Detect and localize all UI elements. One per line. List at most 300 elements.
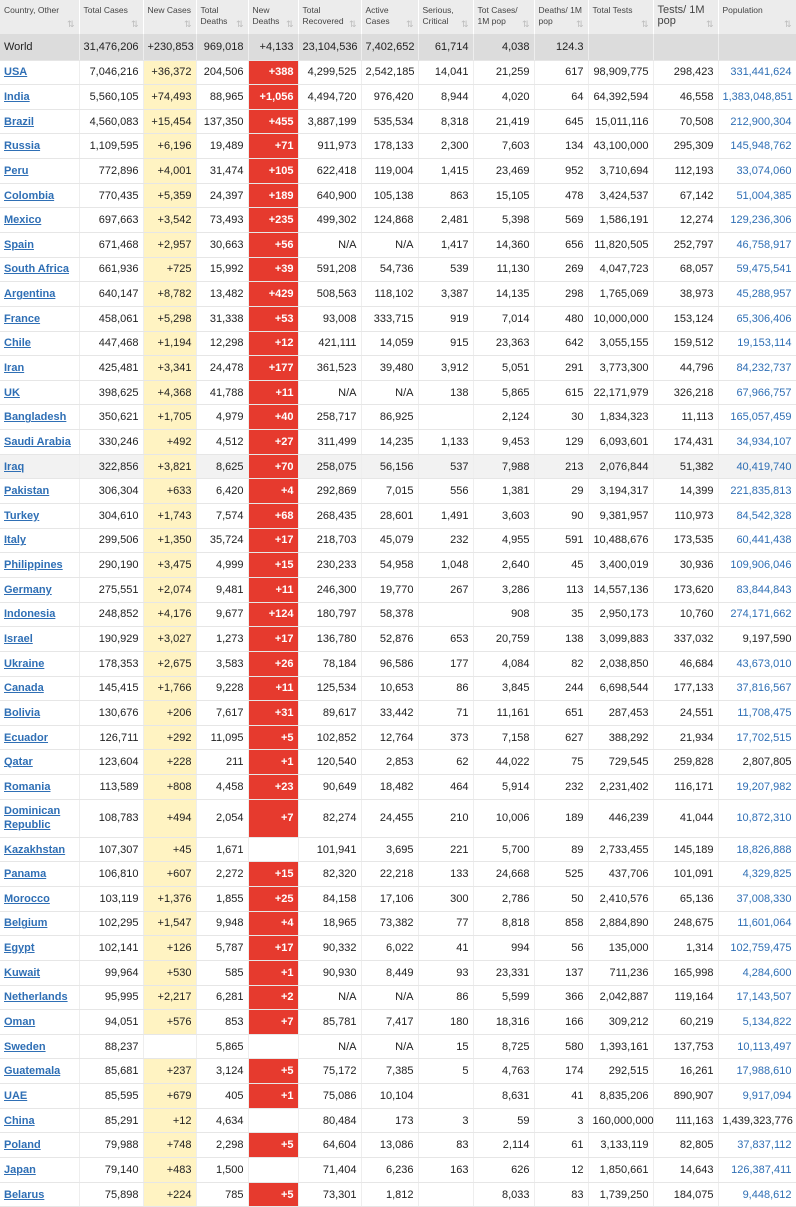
population[interactable]: 11,708,475 xyxy=(718,701,796,726)
total-cases: 4,560,083 xyxy=(79,109,143,134)
country-link[interactable]: Oman xyxy=(0,1010,79,1035)
total-deaths: 853 xyxy=(196,1010,248,1035)
country-link[interactable]: Indonesia xyxy=(0,602,79,627)
new-cases: +8,782 xyxy=(143,282,196,307)
table-row xyxy=(0,837,796,862)
active-cases: 6,022 xyxy=(361,936,418,961)
country-link[interactable]: Kuwait xyxy=(0,960,79,985)
country-link[interactable]: Argentina xyxy=(0,282,79,307)
country-link[interactable]: Colombia xyxy=(0,183,79,208)
deaths-1m: 232 xyxy=(534,775,588,800)
serious-critical: 267 xyxy=(418,577,473,602)
new-deaths: +23 xyxy=(248,775,298,800)
new-deaths: +5 xyxy=(248,1182,298,1207)
serious-critical: 1,415 xyxy=(418,159,473,184)
deaths-1m: 591 xyxy=(534,528,588,553)
country-link[interactable]: South Africa xyxy=(0,257,79,282)
serious-critical: 86 xyxy=(418,676,473,701)
deaths-1m: 525 xyxy=(534,862,588,887)
new-deaths: +189 xyxy=(248,183,298,208)
total-cases: 79,140 xyxy=(79,1158,143,1183)
sort-arrows-icon[interactable]: ⇅ xyxy=(575,19,584,29)
new-cases: +607 xyxy=(143,862,196,887)
total-recovered: 268,435 xyxy=(298,504,361,529)
country-link[interactable]: UAE xyxy=(0,1084,79,1109)
total-recovered: 82,320 xyxy=(298,862,361,887)
table-row xyxy=(0,504,796,529)
tot-cases-1m: 20,759 xyxy=(473,627,534,652)
country-link[interactable]: Israel xyxy=(0,627,79,652)
total-recovered: 292,869 xyxy=(298,479,361,504)
population[interactable]: 126,387,411 xyxy=(718,1158,796,1183)
serious-critical xyxy=(418,1182,473,1207)
country-link[interactable]: Saudi Arabia xyxy=(0,430,79,455)
tests-1m: 1,314 xyxy=(653,936,718,961)
total-recovered: N/A xyxy=(298,1034,361,1059)
serious-critical: 210 xyxy=(418,799,473,837)
population[interactable]: 40,419,740 xyxy=(718,454,796,479)
population[interactable]: 145,948,762 xyxy=(718,134,796,159)
population[interactable]: 4,329,825 xyxy=(718,862,796,887)
serious-critical: 8,318 xyxy=(418,109,473,134)
tot-cases-1m: 14,360 xyxy=(473,232,534,257)
tot-cases-1m: 18,316 xyxy=(473,1010,534,1035)
total-tests: 437,706 xyxy=(588,862,653,887)
country-link[interactable]: France xyxy=(0,306,79,331)
sort-arrows-icon[interactable]: ⇅ xyxy=(521,19,530,29)
tests-1m: 70,508 xyxy=(653,109,718,134)
new-cases: +494 xyxy=(143,799,196,837)
population[interactable]: 37,008,330 xyxy=(718,887,796,912)
tests-1m: 14,643 xyxy=(653,1158,718,1183)
tests-1m: 21,934 xyxy=(653,725,718,750)
header-tests-1m[interactable]: Tests/ 1M pop ⇅ xyxy=(653,0,718,34)
population[interactable]: 4,284,600 xyxy=(718,960,796,985)
country-link[interactable]: Dominican Republic xyxy=(0,799,79,837)
total-deaths: 9,677 xyxy=(196,602,248,627)
total-deaths: 211 xyxy=(196,750,248,775)
active-cases: 24,455 xyxy=(361,799,418,837)
table-row xyxy=(0,862,796,887)
total-cases: 275,551 xyxy=(79,577,143,602)
country-link[interactable]: Sweden xyxy=(0,1034,79,1059)
total-tests: 1,586,191 xyxy=(588,208,653,233)
population[interactable]: 83,844,843 xyxy=(718,577,796,602)
population[interactable]: 10,113,497 xyxy=(718,1034,796,1059)
population[interactable]: 51,004,385 xyxy=(718,183,796,208)
population[interactable]: 84,542,328 xyxy=(718,504,796,529)
sort-arrows-icon[interactable]: ⇅ xyxy=(348,19,357,29)
table-row xyxy=(0,60,796,85)
tests-1m: 173,620 xyxy=(653,577,718,602)
tot-cases-1m: 9,453 xyxy=(473,430,534,455)
country-link[interactable]: Canada xyxy=(0,676,79,701)
population: 1,439,323,776 xyxy=(718,1108,796,1133)
sort-arrows-icon[interactable]: ⇅ xyxy=(460,19,469,29)
header-serious-critical[interactable]: Serious, Critical ⇅ xyxy=(418,0,473,34)
active-cases: 14,235 xyxy=(361,430,418,455)
total-recovered: 4,494,720 xyxy=(298,85,361,110)
total-deaths: 1,273 xyxy=(196,627,248,652)
population[interactable]: 46,758,917 xyxy=(718,232,796,257)
new-cases: +126 xyxy=(143,936,196,961)
population[interactable]: 43,673,010 xyxy=(718,651,796,676)
population[interactable]: 60,441,438 xyxy=(718,528,796,553)
active-cases: 52,876 xyxy=(361,627,418,652)
deaths-1m: 244 xyxy=(534,676,588,701)
active-cases: 54,736 xyxy=(361,257,418,282)
deaths-1m: 41 xyxy=(534,1084,588,1109)
total-cases: 103,119 xyxy=(79,887,143,912)
tot-cases-1m: 8,725 xyxy=(473,1034,534,1059)
table-row xyxy=(0,282,796,307)
total-deaths: 35,724 xyxy=(196,528,248,553)
new-deaths: +1,056 xyxy=(248,85,298,110)
new-cases: +2,217 xyxy=(143,985,196,1010)
total-recovered: 82,274 xyxy=(298,799,361,837)
new-deaths: +12 xyxy=(248,331,298,356)
tests-1m: 145,189 xyxy=(653,837,718,862)
serious-critical: 863 xyxy=(418,183,473,208)
new-deaths: +70 xyxy=(248,454,298,479)
total-recovered: 311,499 xyxy=(298,430,361,455)
total-tests: 3,773,300 xyxy=(588,356,653,381)
tot-cases-1m: 23,331 xyxy=(473,960,534,985)
total-cases: 75,898 xyxy=(79,1182,143,1207)
total-deaths: 24,397 xyxy=(196,183,248,208)
country-link[interactable]: Turkey xyxy=(0,504,79,529)
new-cases: +483 xyxy=(143,1158,196,1183)
total-deaths: 12,298 xyxy=(196,331,248,356)
total-deaths: 4,512 xyxy=(196,430,248,455)
active-cases: 19,770 xyxy=(361,577,418,602)
tot-cases-1m: 2,124 xyxy=(473,405,534,430)
active-cases: 333,715 xyxy=(361,306,418,331)
tests-1m: 30,936 xyxy=(653,553,718,578)
sort-arrows-icon[interactable]: ⇅ xyxy=(235,19,244,29)
header-new-cases[interactable]: New Cases ⇅ xyxy=(143,0,196,34)
total-cases: 770,435 xyxy=(79,183,143,208)
population[interactable]: 45,288,957 xyxy=(718,282,796,307)
population[interactable]: 34,934,107 xyxy=(718,430,796,455)
tot-cases-1m: 4,955 xyxy=(473,528,534,553)
table-row xyxy=(0,1182,796,1207)
total-cases: 107,307 xyxy=(79,837,143,862)
sort-arrows-icon[interactable]: ⇅ xyxy=(405,19,414,29)
country-link[interactable]: USA xyxy=(0,60,79,85)
population[interactable]: 11,601,064 xyxy=(718,911,796,936)
country-link[interactable]: Russia xyxy=(0,134,79,159)
country-link[interactable]: Ecuador xyxy=(0,725,79,750)
population[interactable]: 165,057,459 xyxy=(718,405,796,430)
table-row xyxy=(0,936,796,961)
country-link[interactable]: Panama xyxy=(0,862,79,887)
new-cases: +4,176 xyxy=(143,602,196,627)
country-link[interactable]: Mexico xyxy=(0,208,79,233)
country-link[interactable]: Egypt xyxy=(0,936,79,961)
country-link[interactable]: Qatar xyxy=(0,750,79,775)
country-link[interactable]: Brazil xyxy=(0,109,79,134)
serious-critical: 77 xyxy=(418,911,473,936)
tests-1m: 16,261 xyxy=(653,1059,718,1084)
population[interactable]: 65,306,406 xyxy=(718,306,796,331)
tests-1m: 177,133 xyxy=(653,676,718,701)
population[interactable]: 17,702,515 xyxy=(718,725,796,750)
country-link[interactable]: Kazakhstan xyxy=(0,837,79,862)
country-link[interactable]: India xyxy=(0,85,79,110)
total-recovered: N/A xyxy=(298,985,361,1010)
country-link[interactable]: Philippines xyxy=(0,553,79,578)
serious-critical: 5 xyxy=(418,1059,473,1084)
active-cases: 178,133 xyxy=(361,134,418,159)
sort-arrows-icon[interactable]: ⇅ xyxy=(130,19,139,29)
country-link[interactable]: Iraq xyxy=(0,454,79,479)
tests-1m: 137,753 xyxy=(653,1034,718,1059)
new-cases: +576 xyxy=(143,1010,196,1035)
active-cases: N/A xyxy=(361,232,418,257)
population[interactable]: 109,906,046 xyxy=(718,553,796,578)
population[interactable]: 221,835,813 xyxy=(718,479,796,504)
new-cases: +5,298 xyxy=(143,306,196,331)
world-total-recovered: 23,104,536 xyxy=(298,34,361,60)
header-total-cases[interactable]: Total Cases ⇅ xyxy=(79,0,143,34)
population[interactable]: 37,837,112 xyxy=(718,1133,796,1158)
total-deaths: 2,054 xyxy=(196,799,248,837)
country-link[interactable]: Italy xyxy=(0,528,79,553)
country-link[interactable]: Pakistan xyxy=(0,479,79,504)
table-row xyxy=(0,553,796,578)
serious-critical: 133 xyxy=(418,862,473,887)
header-new-deaths[interactable]: New Deaths ⇅ xyxy=(248,0,298,34)
new-deaths: +177 xyxy=(248,356,298,381)
serious-critical xyxy=(418,602,473,627)
country-link[interactable]: Germany xyxy=(0,577,79,602)
serious-critical: 62 xyxy=(418,750,473,775)
country-link[interactable]: Poland xyxy=(0,1133,79,1158)
population[interactable]: 10,872,310 xyxy=(718,799,796,837)
total-tests: 6,093,601 xyxy=(588,430,653,455)
population[interactable]: 102,759,475 xyxy=(718,936,796,961)
total-cases: 94,051 xyxy=(79,1010,143,1035)
sort-arrows-icon[interactable]: ⇅ xyxy=(183,19,192,29)
table-row xyxy=(0,960,796,985)
total-recovered: N/A xyxy=(298,380,361,405)
total-cases: 130,676 xyxy=(79,701,143,726)
header-tot-cases-1m[interactable]: Tot Cases/ 1M pop ⇅ xyxy=(473,0,534,34)
serious-critical xyxy=(418,405,473,430)
total-recovered: 64,604 xyxy=(298,1133,361,1158)
country-link[interactable]: Peru xyxy=(0,159,79,184)
new-deaths: +53 xyxy=(248,306,298,331)
deaths-1m: 82 xyxy=(534,651,588,676)
total-recovered: 591,208 xyxy=(298,257,361,282)
new-cases: +808 xyxy=(143,775,196,800)
population[interactable]: 274,171,662 xyxy=(718,602,796,627)
population[interactable]: 37,816,567 xyxy=(718,676,796,701)
total-recovered: 90,332 xyxy=(298,936,361,961)
table-row xyxy=(0,454,796,479)
tests-1m: 14,399 xyxy=(653,479,718,504)
table-row xyxy=(0,183,796,208)
total-deaths: 24,478 xyxy=(196,356,248,381)
tot-cases-1m: 994 xyxy=(473,936,534,961)
header-deaths-1m[interactable]: Deaths/ 1M pop ⇅ xyxy=(534,0,588,34)
total-recovered: 258,075 xyxy=(298,454,361,479)
population[interactable]: 17,988,610 xyxy=(718,1059,796,1084)
population[interactable]: 212,900,304 xyxy=(718,109,796,134)
total-cases: 671,468 xyxy=(79,232,143,257)
total-tests: 3,400,019 xyxy=(588,553,653,578)
new-deaths: +15 xyxy=(248,862,298,887)
header-country[interactable]: Country, Other ⇅ xyxy=(0,0,79,34)
active-cases: 2,542,185 xyxy=(361,60,418,85)
total-cases: 306,304 xyxy=(79,479,143,504)
total-deaths: 7,617 xyxy=(196,701,248,726)
sort-arrows-icon[interactable]: ⇅ xyxy=(705,19,714,29)
country-link[interactable]: Japan xyxy=(0,1158,79,1183)
population[interactable]: 1,383,048,851 xyxy=(718,85,796,110)
world-deaths-1m: 124.3 xyxy=(534,34,588,60)
total-cases: 190,929 xyxy=(79,627,143,652)
total-deaths: 4,979 xyxy=(196,405,248,430)
country-link[interactable]: Chile xyxy=(0,331,79,356)
total-tests: 2,410,576 xyxy=(588,887,653,912)
tot-cases-1m: 5,865 xyxy=(473,380,534,405)
new-cases: +1,350 xyxy=(143,528,196,553)
country-link[interactable]: Bangladesh xyxy=(0,405,79,430)
world-total-cases: 31,476,206 xyxy=(79,34,143,60)
active-cases: 58,378 xyxy=(361,602,418,627)
header-total-deaths[interactable]: Total Deaths ⇅ xyxy=(196,0,248,34)
deaths-1m: 858 xyxy=(534,911,588,936)
population[interactable]: 33,074,060 xyxy=(718,159,796,184)
population[interactable]: 331,441,624 xyxy=(718,60,796,85)
population[interactable]: 17,143,507 xyxy=(718,985,796,1010)
deaths-1m: 627 xyxy=(534,725,588,750)
header-total-recovered[interactable]: Total Recovered ⇅ xyxy=(298,0,361,34)
total-tests: 1,834,323 xyxy=(588,405,653,430)
country-link[interactable]: Bolivia xyxy=(0,701,79,726)
tot-cases-1m: 4,084 xyxy=(473,651,534,676)
header-population[interactable]: Population ⇅ xyxy=(718,0,796,34)
world-new-deaths: +4,133 xyxy=(248,34,298,60)
sort-arrows-icon[interactable]: ⇅ xyxy=(640,19,649,29)
world-new-cases: +230,853 xyxy=(143,34,196,60)
tot-cases-1m: 2,786 xyxy=(473,887,534,912)
country-link[interactable]: Netherlands xyxy=(0,985,79,1010)
country-link[interactable]: UK xyxy=(0,380,79,405)
table-row xyxy=(0,109,796,134)
total-tests: 1,739,250 xyxy=(588,1182,653,1207)
tests-1m: 24,551 xyxy=(653,701,718,726)
total-deaths: 1,671 xyxy=(196,837,248,862)
deaths-1m: 35 xyxy=(534,602,588,627)
new-deaths xyxy=(248,837,298,862)
country-link[interactable]: Romania xyxy=(0,775,79,800)
header-total-tests[interactable]: Total Tests ⇅ xyxy=(588,0,653,34)
serious-critical: 15 xyxy=(418,1034,473,1059)
total-cases: 88,237 xyxy=(79,1034,143,1059)
total-recovered: 101,941 xyxy=(298,837,361,862)
deaths-1m: 90 xyxy=(534,504,588,529)
tot-cases-1m: 11,130 xyxy=(473,257,534,282)
population[interactable]: 129,236,306 xyxy=(718,208,796,233)
tests-1m: 295,309 xyxy=(653,134,718,159)
table-row xyxy=(0,1059,796,1084)
serious-critical: 163 xyxy=(418,1158,473,1183)
serious-critical: 1,491 xyxy=(418,504,473,529)
sort-arrows-icon[interactable]: ⇅ xyxy=(66,19,75,29)
active-cases: 1,812 xyxy=(361,1182,418,1207)
tot-cases-1m: 44,022 xyxy=(473,750,534,775)
total-tests: 10,000,000 xyxy=(588,306,653,331)
population[interactable]: 59,475,541 xyxy=(718,257,796,282)
country-link[interactable]: Guatemala xyxy=(0,1059,79,1084)
active-cases: 39,480 xyxy=(361,356,418,381)
header-active-cases[interactable]: Active Cases ⇅ xyxy=(361,0,418,34)
population[interactable]: 18,826,888 xyxy=(718,837,796,862)
table-body xyxy=(0,34,796,1207)
new-cases: +3,027 xyxy=(143,627,196,652)
country-link[interactable]: Spain xyxy=(0,232,79,257)
total-tests: 711,236 xyxy=(588,960,653,985)
new-deaths: +124 xyxy=(248,602,298,627)
tests-1m: 67,142 xyxy=(653,183,718,208)
total-cases: 697,663 xyxy=(79,208,143,233)
world-row xyxy=(0,34,796,60)
total-cases: 398,625 xyxy=(79,380,143,405)
population[interactable]: 9,917,094 xyxy=(718,1084,796,1109)
serious-critical: 83 xyxy=(418,1133,473,1158)
total-recovered: 75,172 xyxy=(298,1059,361,1084)
country-link[interactable]: China xyxy=(0,1108,79,1133)
population[interactable]: 19,207,982 xyxy=(718,775,796,800)
total-deaths: 2,272 xyxy=(196,862,248,887)
total-deaths: 585 xyxy=(196,960,248,985)
new-cases: +3,475 xyxy=(143,553,196,578)
active-cases: 10,104 xyxy=(361,1084,418,1109)
country-link[interactable]: Belarus xyxy=(0,1182,79,1207)
country-link[interactable]: Ukraine xyxy=(0,651,79,676)
tot-cases-1m: 15,105 xyxy=(473,183,534,208)
total-cases: 299,506 xyxy=(79,528,143,553)
tot-cases-1m: 59 xyxy=(473,1108,534,1133)
population[interactable]: 84,232,737 xyxy=(718,356,796,381)
country-link[interactable]: Iran xyxy=(0,356,79,381)
total-deaths: 5,865 xyxy=(196,1034,248,1059)
population[interactable]: 5,134,822 xyxy=(718,1010,796,1035)
total-tests: 9,381,957 xyxy=(588,504,653,529)
tot-cases-1m: 14,135 xyxy=(473,282,534,307)
table-row xyxy=(0,725,796,750)
total-deaths: 41,788 xyxy=(196,380,248,405)
country-link[interactable]: Morocco xyxy=(0,887,79,912)
population[interactable]: 9,448,612 xyxy=(718,1182,796,1207)
country-link[interactable]: Belgium xyxy=(0,911,79,936)
tot-cases-1m: 2,640 xyxy=(473,553,534,578)
deaths-1m: 113 xyxy=(534,577,588,602)
total-cases: 772,896 xyxy=(79,159,143,184)
total-cases: 113,589 xyxy=(79,775,143,800)
total-recovered: 85,781 xyxy=(298,1010,361,1035)
sort-arrows-icon[interactable]: ⇅ xyxy=(285,19,294,29)
population[interactable]: 19,153,114 xyxy=(718,331,796,356)
population[interactable]: 67,966,757 xyxy=(718,380,796,405)
new-deaths: +7 xyxy=(248,1010,298,1035)
sort-arrows-icon[interactable]: ⇅ xyxy=(783,19,792,29)
total-tests: 10,488,676 xyxy=(588,528,653,553)
total-cases: 85,291 xyxy=(79,1108,143,1133)
